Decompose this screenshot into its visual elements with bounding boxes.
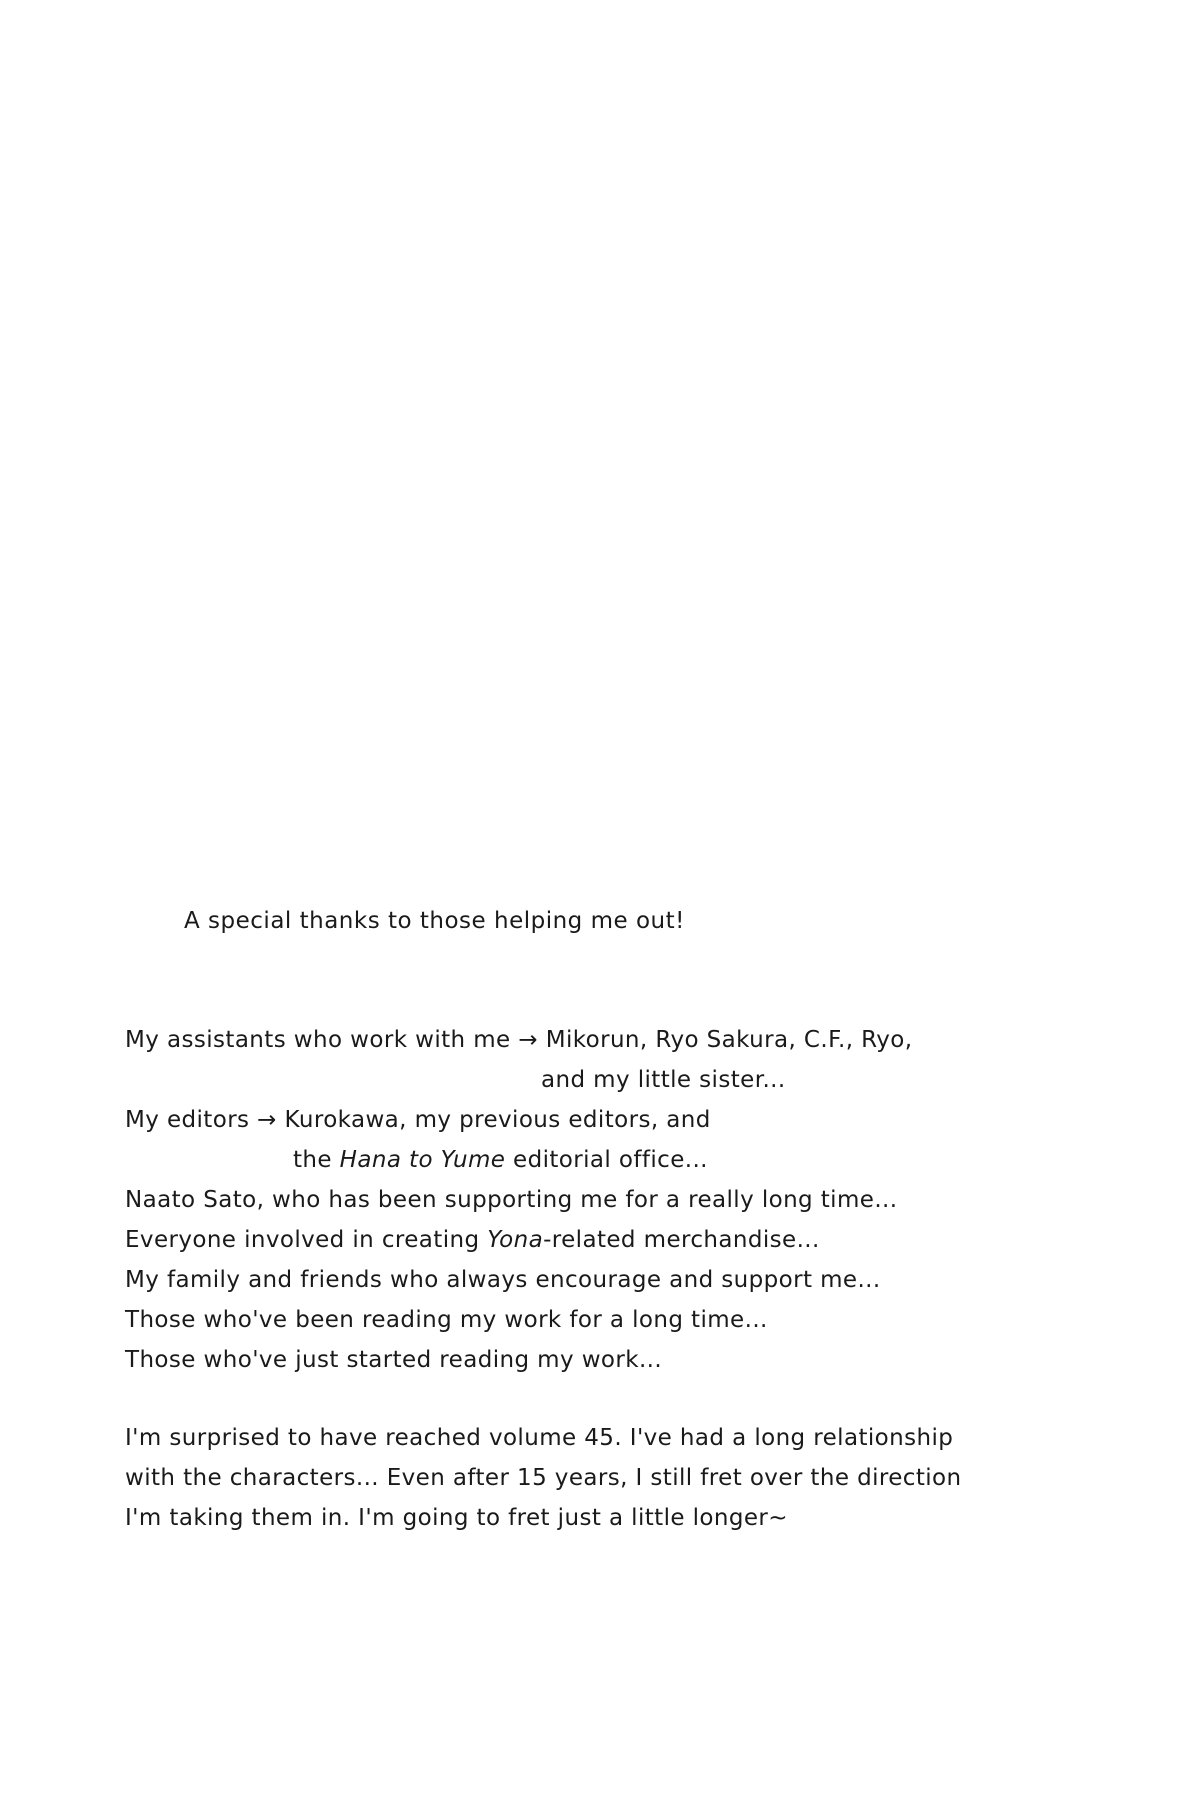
thanks-editors-continued bbox=[125, 1140, 912, 1180]
closing-line-2: with the characters... Even after 15 years, I still fret over the direction bbox=[125, 1465, 962, 1491]
closing-line-1: I'm surprised to have reached volume 45. I've had a long relationship bbox=[125, 1425, 954, 1451]
merch-suffix: -related merchandise... bbox=[543, 1227, 820, 1253]
thanks-naato-sato: Naato Sato, who has been supporting me for a really long time... bbox=[125, 1187, 898, 1213]
series-title: Yona bbox=[487, 1227, 544, 1253]
thanks-family: My family and friends who always encourage and support me... bbox=[125, 1267, 881, 1293]
editors-prefix: the bbox=[293, 1147, 340, 1173]
thanks-editors: My editors → Kurokawa, my previous editors, and bbox=[125, 1107, 711, 1133]
merch-prefix: Everyone involved in creating bbox=[125, 1227, 488, 1253]
closing-message bbox=[125, 1418, 961, 1538]
thanks-assistants-continued: and my little sister... bbox=[541, 1067, 786, 1093]
thanks-list bbox=[125, 1020, 912, 1380]
thanks-new-readers: Those who've just started reading my work... bbox=[125, 1347, 663, 1373]
special-thanks-heading: A special thanks to those helping me out! bbox=[184, 908, 685, 934]
closing-line-3: I'm taking them in. I'm going to fret just a little longer~ bbox=[125, 1505, 788, 1531]
thanks-assistants: My assistants who work with me → Mikorun, Ryo Sakura, C.F., Ryo, bbox=[125, 1027, 913, 1053]
thanks-long-readers: Those who've been reading my work for a long time... bbox=[125, 1307, 768, 1333]
thanks-merchandise bbox=[125, 1220, 912, 1260]
magazine-title: Hana to Yume bbox=[339, 1147, 506, 1173]
editors-suffix: editorial office... bbox=[505, 1147, 708, 1173]
